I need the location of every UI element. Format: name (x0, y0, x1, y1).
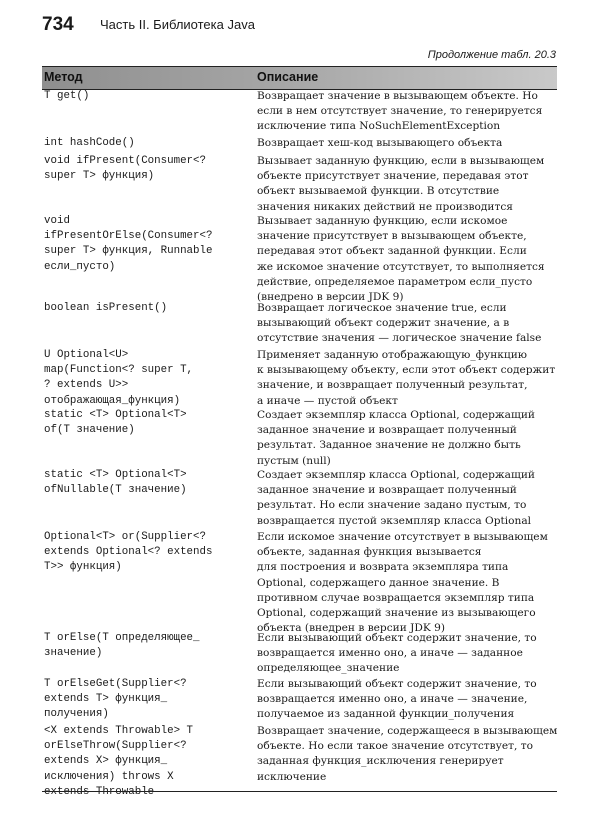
method-description (257, 468, 557, 529)
method-line: значение) (44, 647, 103, 660)
method-line: of(T значение) (44, 424, 135, 437)
method-description (257, 631, 557, 677)
method-description (257, 408, 557, 469)
description-line: пустым (null) (257, 454, 331, 467)
table-header (42, 66, 557, 90)
description-line: отсутствие значения — логическое значение false (257, 332, 542, 345)
method-line: extends T> функция_ (44, 693, 168, 706)
column-header-method: Метод (44, 70, 83, 84)
description-line: заданное значение и возвращает полученный (257, 484, 517, 497)
description-line: Вызывает заданную функцию, если искомое (257, 215, 508, 227)
description-line: Создает экземпляр класса Optional, содержащий (257, 469, 535, 481)
description-line: Возвращает хеш-код вызывающего объекта (257, 137, 503, 149)
description-line: же искомое значение отсутствует, то выполняется (257, 260, 545, 273)
description-line: Применяет заданную отображающую_функцию (257, 349, 527, 361)
method-signature (44, 301, 254, 316)
method-line: <X extends Throwable> T (44, 725, 194, 737)
method-signature (44, 89, 254, 104)
method-line: static <T> Optional<T> (44, 409, 187, 421)
method-signature (44, 530, 254, 576)
description-line: результат. Но если значение задано пустым, то (257, 499, 527, 512)
column-header-description: Описание (257, 70, 319, 84)
description-line: Возвращает значение в вызывающем объекте. Но (257, 90, 538, 102)
description-line: Optional, содержащий значение из вызывающего (257, 607, 536, 620)
description-line: Возвращает значение, содержащееся в вызывающем (257, 725, 558, 737)
description-line: значение присутствует в вызывающем объекте, (257, 230, 527, 243)
description-line: возвращается именно оно, а иначе — значение, (257, 693, 528, 706)
method-line: map(Function<? super T, (44, 364, 194, 377)
method-line: int hashCode() (44, 137, 135, 149)
method-line: если_пусто) (44, 260, 116, 273)
method-line: Optional<T> or(Supplier<? (44, 531, 206, 543)
method-line: extends Throwable (44, 785, 155, 798)
description-line: возвращается пустой экземпляр класса Optional (257, 514, 532, 527)
description-line: передавая этот объект заданной функции. Если (257, 245, 527, 258)
method-signature (44, 214, 254, 275)
method-line: static <T> Optional<T> (44, 469, 187, 481)
description-line: к вызывающему объекту, если этот объект содержит (257, 364, 556, 377)
method-line: void ifPresent(Consumer<? (44, 155, 206, 167)
table-continuation-caption: Продолжение табл. 20.3 (427, 49, 556, 61)
description-line: получаемое из заданной функции_получения (257, 708, 515, 721)
method-description (257, 724, 557, 785)
method-description (257, 136, 557, 151)
method-description (257, 677, 557, 723)
method-description (257, 530, 557, 636)
description-line: исключение типа NoSuchElementException (257, 120, 501, 133)
description-line: объекте. Но если такое значение отсутствует, то (257, 740, 533, 753)
description-line: исключение (257, 770, 327, 783)
method-line: T>> функция) (44, 561, 122, 574)
method-signature (44, 136, 254, 151)
method-line: extends X> функция_ (44, 755, 168, 768)
description-line: если в нем отсутствует значение, то генерируется (257, 105, 543, 118)
description-line: для построения и возврата экземпляра типа (257, 561, 509, 574)
method-line: extends Optional<? extends (44, 546, 213, 559)
description-line: Создает экземпляр класса Optional, содержащий (257, 409, 535, 421)
running-title: Часть II. Библиотека Java (100, 17, 255, 32)
page-number: 734 (42, 14, 74, 35)
method-line: ofNullable(T значение) (44, 484, 187, 497)
description-line: объект вызываемой функции. В отсутствие (257, 185, 500, 198)
method-signature (44, 408, 254, 438)
page-header (42, 14, 562, 38)
method-description (257, 214, 557, 305)
method-line: отображающая_функция) (44, 394, 181, 407)
method-signature (44, 348, 254, 409)
method-line: ? extends U>> (44, 379, 129, 392)
method-signature (44, 154, 254, 184)
description-line: значение, и возвращает полученный результат, (257, 379, 528, 392)
description-line: Если вызывающий объект содержит значение, то (257, 632, 537, 644)
method-line: super T> функция, Runnable (44, 245, 213, 258)
method-line: boolean isPresent() (44, 302, 168, 314)
table-bottom-rule (42, 791, 557, 792)
method-signature (44, 631, 254, 661)
description-line: возвращается именно оно, а иначе — заданное (257, 647, 523, 660)
method-description (257, 348, 557, 409)
description-line: Если вызывающий объект содержит значение, то (257, 678, 537, 690)
description-line: Вызывает заданную функцию, если в вызывающем (257, 155, 545, 167)
description-line: вызывающий объект содержит значение, а в (257, 317, 510, 330)
description-line: противном случае возвращается экземпляр типа (257, 591, 535, 604)
description-line: определяющее_значение (257, 662, 400, 675)
method-line: void (44, 215, 70, 227)
description-line: действие, определяемое параметром если_пусто (257, 275, 533, 288)
description-line: Возвращает логическое значение true, если (257, 302, 507, 314)
method-line: U Optional<U> (44, 349, 129, 361)
method-line: получения) (44, 708, 109, 721)
method-line: T orElse(T определяющее_ (44, 632, 200, 644)
description-line: заданное значение и возвращает полученный (257, 424, 517, 437)
description-line: а иначе — пустой объект (257, 394, 398, 407)
method-signature (44, 724, 254, 800)
description-line: (внедрено в версии JDK 9) (257, 291, 404, 304)
description-line: заданная функция_исключения генерирует (257, 755, 504, 768)
method-line: исключения) throws X (44, 770, 174, 783)
method-signature (44, 677, 254, 723)
method-description (257, 89, 557, 135)
description-line: результат. Заданное значение не должно быть (257, 439, 521, 452)
method-description (257, 301, 557, 347)
description-line: Optional, содержащего данное значение. В (257, 576, 500, 589)
description-line: объекте, заданная функция вызывается (257, 546, 482, 559)
description-line: объекте присутствует значение, передавая этот (257, 170, 529, 183)
description-line: значения никаких действий не производится (257, 200, 513, 213)
method-line: super T> функция) (44, 170, 155, 183)
method-line: T get() (44, 90, 90, 102)
method-description (257, 154, 557, 215)
description-line: объекта (внедрен в версии JDK 9) (257, 622, 446, 635)
method-signature (44, 468, 254, 498)
method-line: ifPresentOrElse(Consumer<? (44, 230, 213, 243)
method-line: orElseThrow(Supplier<? (44, 740, 187, 753)
description-line: Если искомое значение отсутствует в вызывающем (257, 531, 548, 543)
method-line: T orElseGet(Supplier<? (44, 678, 187, 690)
